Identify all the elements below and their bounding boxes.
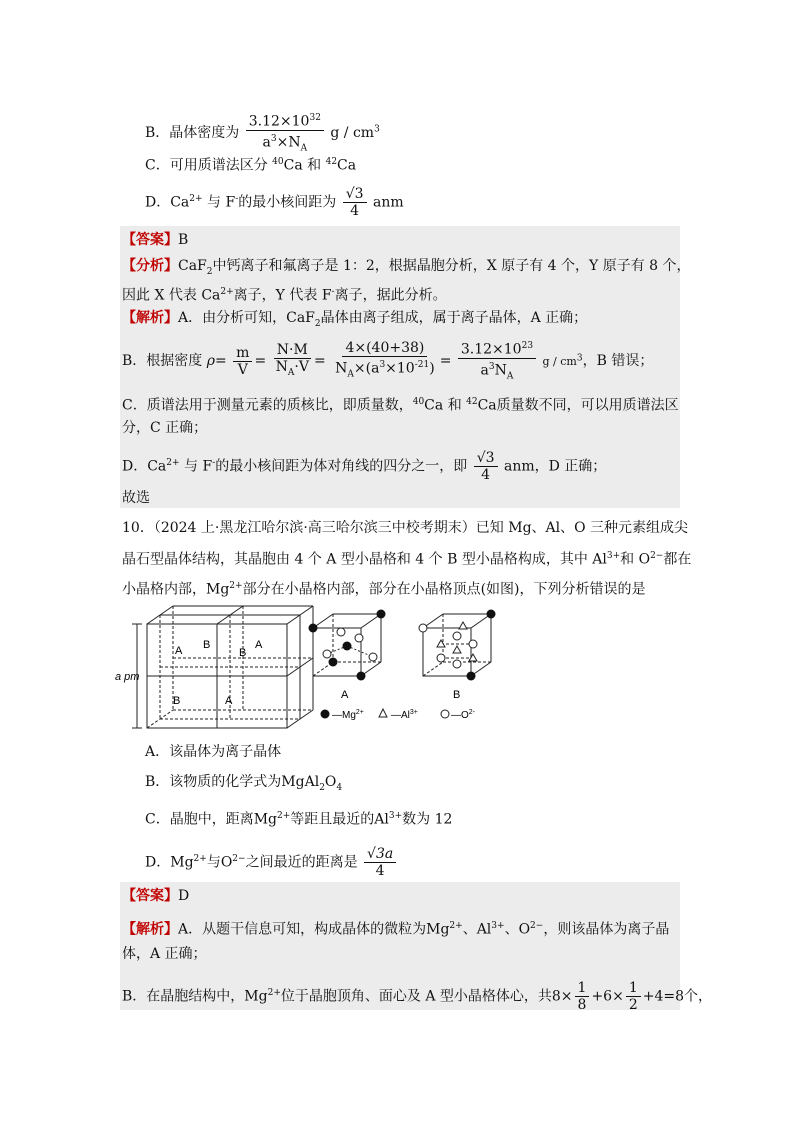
option-10-d: D．$Mg^{2+}$与$O^{2-}$之间最近的距离是 $\frac{√3a}{4}$ bbox=[145, 846, 398, 879]
svg-text:—Al3+: $—Al^{3+}$ bbox=[391, 709, 418, 721]
cube-label: B bbox=[239, 647, 247, 659]
density-fraction: $\frac{3.12\times 10^{32}}{a^3\times N_A}$ bbox=[246, 110, 324, 156]
legend bbox=[321, 709, 476, 721]
large-cell bbox=[147, 606, 313, 728]
svg-text:—O2-: $—O^{2-}$ bbox=[451, 709, 476, 721]
small-cell-b-atoms bbox=[419, 610, 496, 681]
solution-1-b: B．根据密度 ρ= $\frac{m}{V}$ = $\frac{N\cdot M}{N_A\cdot V}$ = $\frac{4\times(40+38)}{N_A\times(a^3\times 10^{-21})}$ = $\frac{3.12\times 10^{23}}{a^3N_A}$ g / $cm^3$，B 错误； bbox=[122, 339, 654, 382]
solution-2-a-line2: 体，A 正确； bbox=[122, 946, 207, 962]
al-legend-symbol bbox=[379, 709, 387, 717]
option-b-prev: B．晶体密度为 $\frac{3.12\times 10^{32}}{a^3\times N_A}$ g / $cm^3$ bbox=[145, 110, 380, 156]
dimension-label: a pm bbox=[115, 671, 140, 683]
option-10-a: A．该晶体为离子晶体 bbox=[145, 744, 282, 760]
svg-text:—Mg2+: $—Mg^{2+}$ bbox=[332, 709, 364, 721]
option-d-prev: D．$Ca^{2+}$ 与 F-的最小核间距为 $\frac{√3}{4}$ anm bbox=[145, 186, 404, 219]
analysis-1-line1: 【分析】CaF$_2$中钙离子和氟离子是 1：2，根据晶胞分析，X 原子有 4 个，Y 原子有 8 个， bbox=[122, 258, 691, 277]
option-10-c: C．晶胞中，距离$Mg^{2+}$等距且最近的$Al^{3+}$数为 12 bbox=[145, 811, 453, 828]
solution-1-d: D．$Ca^{2+}$ 与 F-的最小核间距为体对角线的四分之一，即 $\frac{√3}{4}$ anm，D 正确； bbox=[122, 450, 607, 483]
option-label: B．晶体密度为 bbox=[145, 125, 240, 142]
cube-label: B bbox=[203, 639, 211, 651]
crystal-structure-figure bbox=[115, 602, 535, 734]
solution-2-a-line1: 【解析】A．从题干信息可知，构成晶体的微粒为$Mg^{2+}$、$Al^{3+}$、$O^{2-}$，则该晶体为离子晶 bbox=[122, 921, 670, 938]
analysis-1-line2: 因此 X 代表 $Ca^{2+}$离子，Y 代表 F-离子，据此分析。 bbox=[122, 287, 447, 304]
cube-label: A bbox=[225, 695, 233, 707]
answer-1: 【答案】B bbox=[122, 232, 189, 248]
cube-label: A bbox=[175, 645, 183, 657]
question-10-line1: 10．（2024 上·黑龙江哈尔滨·高三哈尔滨三中校考期末）已知 Mg、Al、O 三种元素组成尖 bbox=[122, 520, 689, 536]
question-10-line2: 晶石型晶体结构，其晶胞由 4 个 A 型小晶格和 4 个 B 型小晶格构成，其中 $Al^{3+}$和 $O^{2-}$都在 bbox=[122, 551, 692, 568]
cube-label: A bbox=[255, 639, 263, 651]
question-10-line3: 小晶格内部，$Mg^{2+}$部分在小晶格内部，部分在小晶格顶点(如图)，下列分析错误的是 bbox=[122, 581, 646, 598]
small-cell-a-label: A bbox=[341, 689, 349, 701]
solution-1-a: 【解析】A．由分析可知，CaF$_2$晶体由离子组成，属于离子晶体，A 正确； bbox=[122, 310, 588, 329]
small-cell-a-atoms bbox=[309, 610, 386, 681]
solution-1-conclusion: 故选 bbox=[122, 490, 150, 506]
mg-legend-symbol bbox=[321, 710, 330, 719]
small-cell-b-label: B bbox=[453, 689, 461, 701]
solution-1-c-line1: C．质谱法用于测量元素的质核比，即质量数，$^{40}$Ca 和 $^{42}$Ca质量数不同，可以用质谱法区 bbox=[122, 397, 679, 414]
cube-label: B bbox=[173, 695, 181, 707]
o-legend-symbol bbox=[441, 710, 449, 718]
option-c-prev: C．可用质谱法区分 $^{40}$Ca 和 $^{42}$Ca bbox=[145, 157, 357, 174]
answer-2: 【答案】D bbox=[122, 888, 190, 904]
option-10-b: B．该物质的化学式为$MgAl_2O_4$ bbox=[145, 774, 343, 793]
solution-2-b: B．在晶胞结构中，$Mg^{2+}$位于晶胞顶角、面心及 A 型小晶格体心，共8× $\frac{1}{8}$ +6× $\frac{1}{2}$ +4=8个， bbox=[122, 980, 713, 1013]
solution-1-c-line2: 分，C 正确； bbox=[122, 420, 208, 436]
